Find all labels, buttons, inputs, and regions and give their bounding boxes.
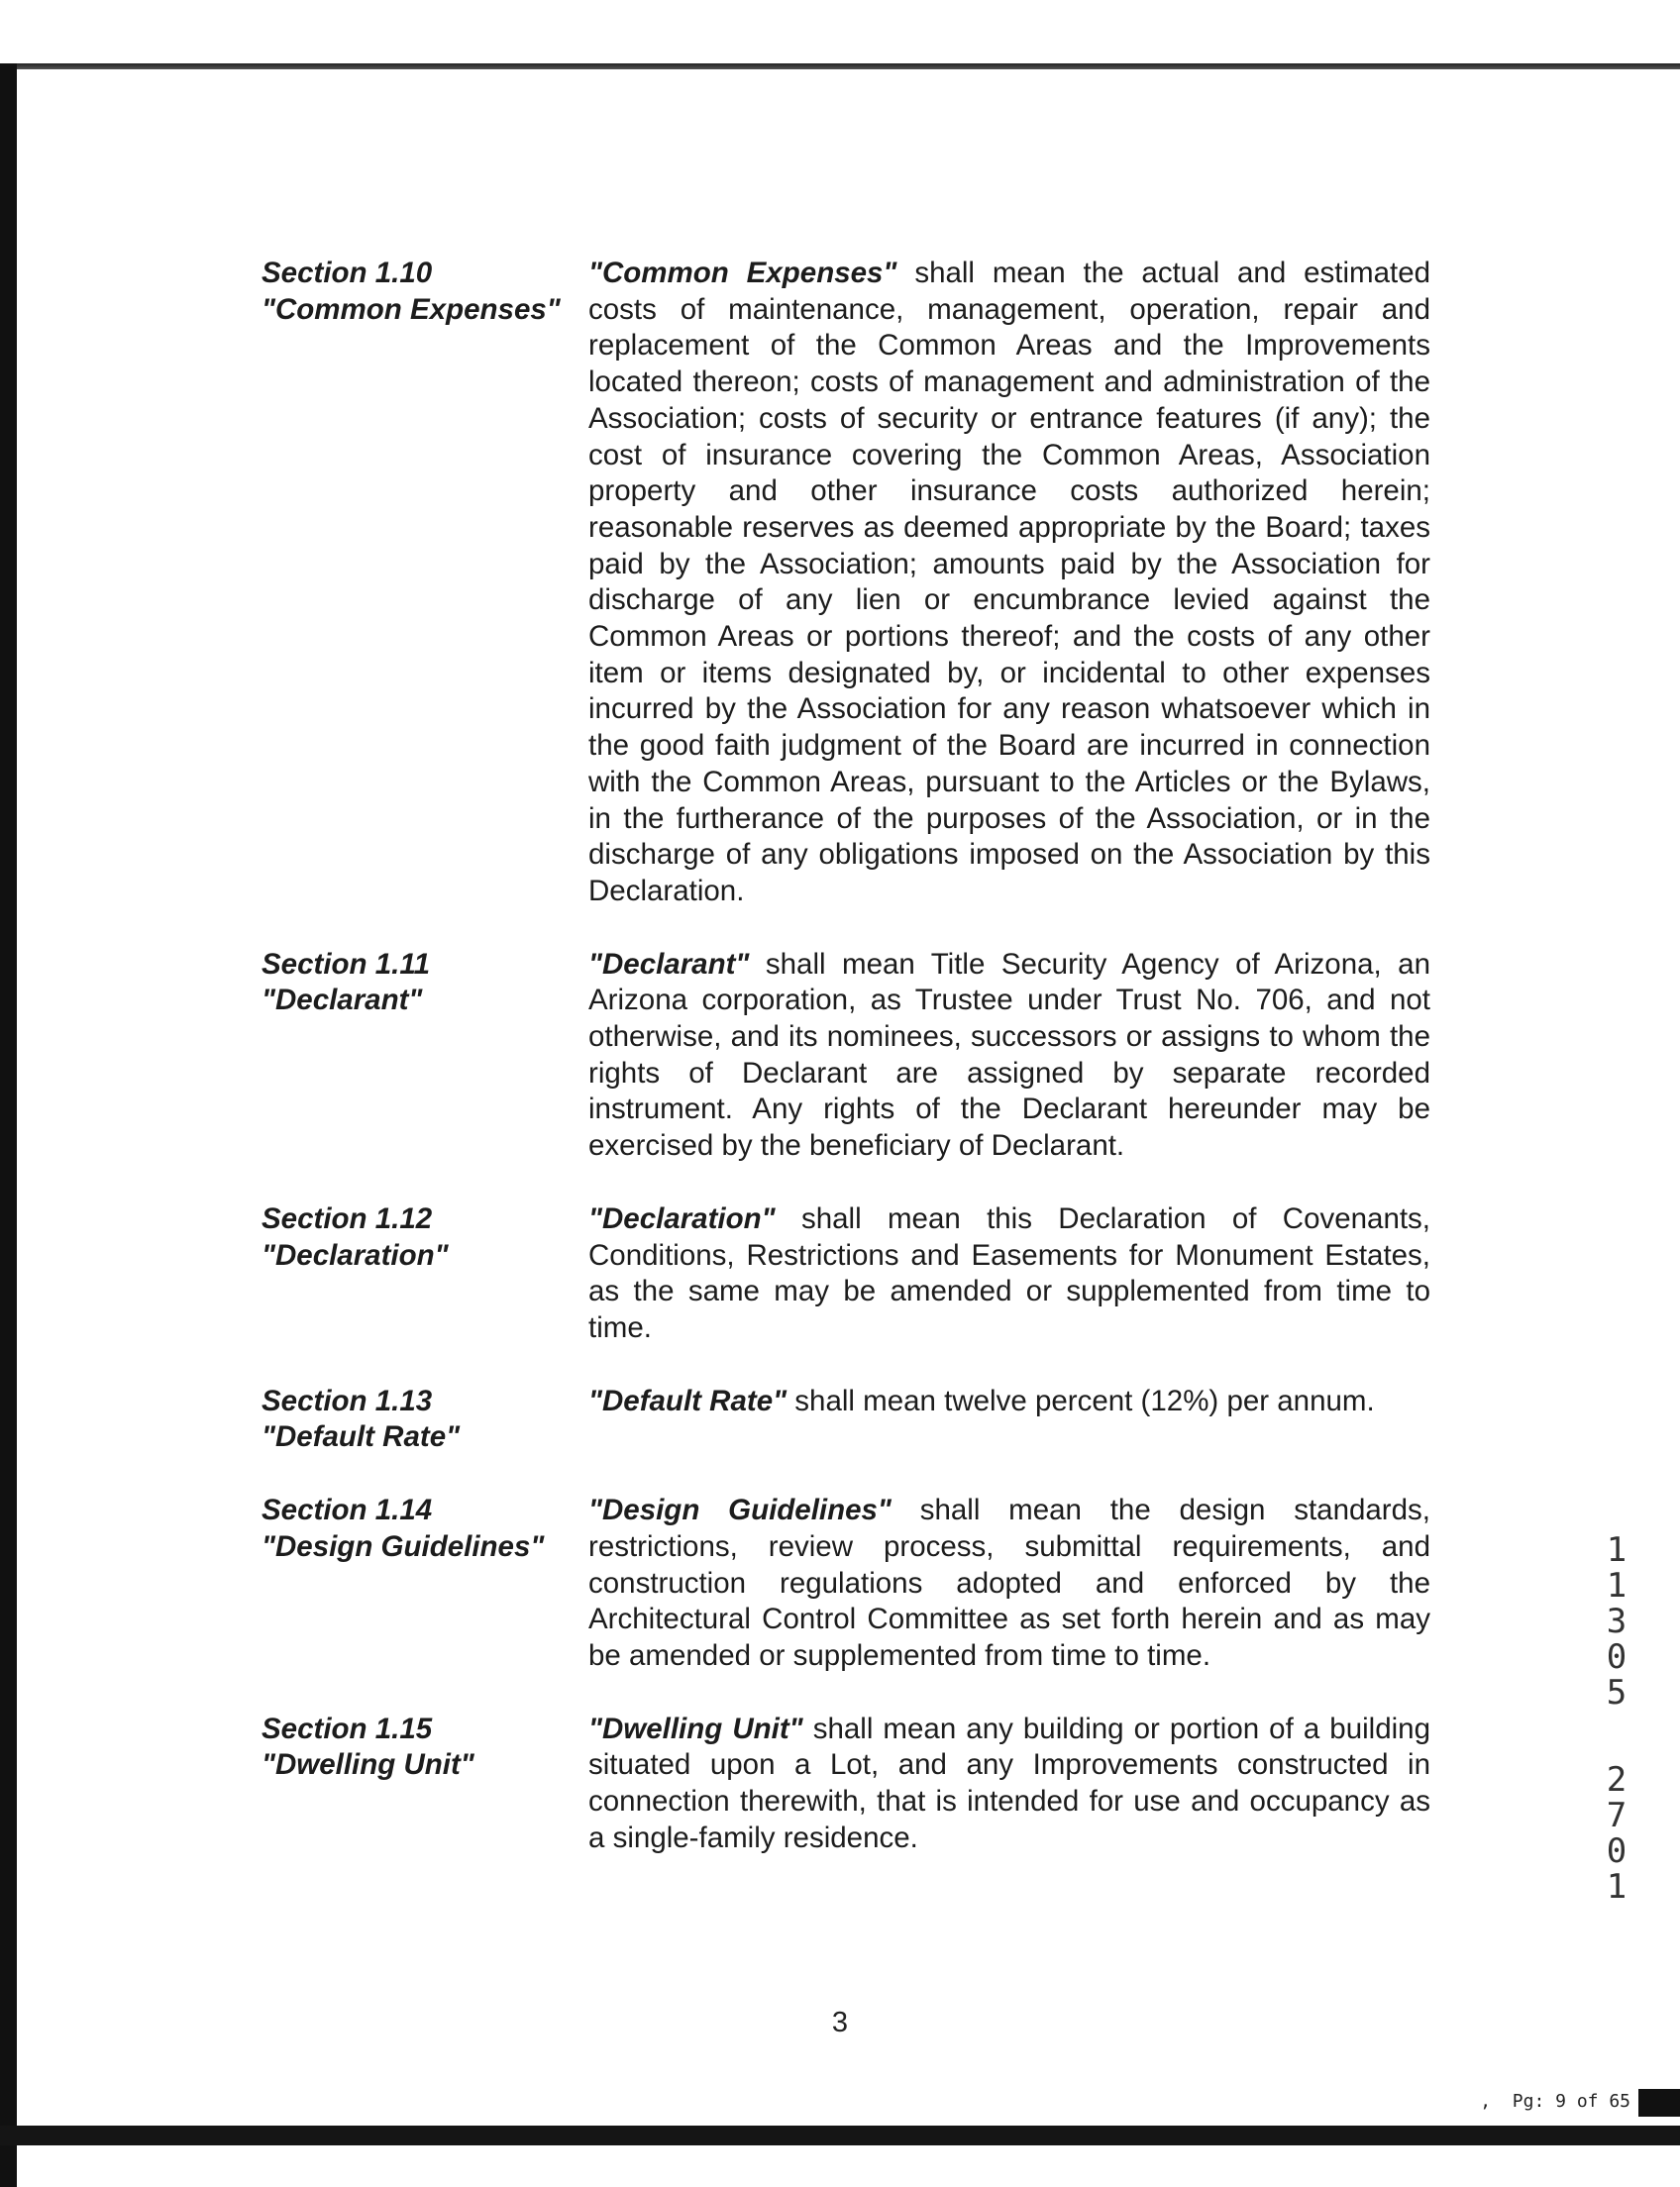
section-1-12 — [262, 1201, 1430, 1347]
section-title: "Declaration" — [262, 1238, 449, 1272]
section-label — [262, 1493, 588, 1675]
defined-term: "Default Rate" — [588, 1384, 788, 1417]
section-body — [588, 1384, 1430, 1456]
section-label — [262, 1384, 588, 1456]
section-title: "Common Expenses" — [262, 292, 561, 326]
page-number: 3 — [831, 2007, 849, 2038]
margin-digit: 0 — [1606, 1637, 1628, 1677]
definition-text: shall mean the actual and estimated costs of maintenance, management, operation, repair and replacement of the Common Areas and the Improvements located thereon; costs of management and administration of the Association; costs of security or entrance features (if any); the cost of insurance covering the Common Areas, Association property and other insurance costs authorized herein; reasonable reserves as deemed appropriate by the Board; taxes paid by the Association; amounts paid by the Association for discharge of any lien or encumbrance levied against the Common Areas or portions thereof; and the costs of any other item or items designated by, or incidental to other expenses incurred by the Association for any reason whatsoever which in the good faith judgment of the Board are incurred in connection with the Common Areas, pursuant to the Articles or the Bylaws, in the furtherance of the purposes of the Association, or in the discharge of any obligations imposed on the Association by this Declaration. — [588, 257, 1431, 907]
section-title: "Dwelling Unit" — [262, 1748, 474, 1782]
margin-digit: 1 — [1606, 1867, 1628, 1907]
section-1-11 — [262, 947, 1430, 1165]
left-scan-border — [0, 63, 17, 2187]
margin-digit: 0 — [1606, 1831, 1628, 1871]
section-number: Section 1.13 — [262, 1384, 433, 1417]
margin-digit: 1 — [1606, 1530, 1628, 1570]
section-1-13 — [262, 1384, 1430, 1456]
section-number: Section 1.15 — [262, 1712, 433, 1745]
section-body — [588, 1201, 1430, 1347]
stamp-scan-block — [1638, 2089, 1680, 2117]
section-label — [262, 947, 588, 1165]
margin-digit: 7 — [1606, 1796, 1628, 1835]
section-number: Section 1.11 — [262, 947, 430, 981]
definition-text: shall mean any building or portion of a building situated upon a Lot, and any Improvements constructed in connection therewith, that is intended for use and occupancy as a single-family residence. — [588, 1712, 1430, 1854]
definition-text: shall mean twelve percent (12%) per annum. — [787, 1384, 1375, 1417]
definition-text: shall mean the design standards, restrictions, review process, submittal requirements, and construction regulations adopted and enforced by the Architectural Control Committee as set forth herein and as may be amended or supplemented from time to time. — [588, 1494, 1430, 1672]
section-body — [588, 1493, 1430, 1675]
defined-term: "Common Expenses" — [588, 257, 897, 289]
section-title: "Default Rate" — [262, 1420, 461, 1454]
section-number: Section 1.10 — [262, 257, 433, 289]
margin-digit: 1 — [1606, 1566, 1628, 1606]
definitions-list — [262, 256, 1430, 1893]
section-title: "Design Guidelines" — [262, 1529, 545, 1563]
defined-term: "Design Guidelines" — [588, 1494, 892, 1527]
definition-text: shall mean Title Security Agency of Arizona, an Arizona corporation, as Trustee under Trust No. 706, and not otherwise, and its nominees, successors or assigns to whom the rights of Declarant are assigned by separate recorded instrument. Any rights of the Declarant hereunder may be exercised by the beneficiary of Declarant. — [588, 947, 1430, 1163]
defined-term: "Declarant" — [588, 947, 750, 981]
top-scan-rule — [0, 63, 1680, 69]
section-number: Section 1.12 — [262, 1201, 433, 1235]
margin-gap — [1599, 1711, 1634, 1762]
section-body — [588, 947, 1430, 1165]
section-label — [262, 1201, 588, 1347]
section-number: Section 1.14 — [262, 1494, 433, 1527]
section-1-10 — [262, 256, 1430, 910]
section-label — [262, 1712, 588, 1857]
margin-digit: 2 — [1606, 1760, 1628, 1800]
section-1-15 — [262, 1712, 1430, 1857]
section-label — [262, 256, 588, 910]
footer-page-stamp: , Pg: 9 of 65 — [1476, 2091, 1634, 2112]
section-title: "Declarant" — [262, 984, 423, 1017]
bottom-scan-border — [0, 2126, 1680, 2145]
definition-text: shall mean this Declaration of Covenants, Conditions, Restrictions and Easements for Monument Estates, as the same may be amended or supplemented from time to time. — [588, 1201, 1430, 1344]
section-body — [588, 256, 1430, 910]
margin-recording-number — [1599, 1532, 1634, 1905]
defined-term: "Dwelling Unit" — [588, 1712, 803, 1745]
section-1-14 — [262, 1493, 1430, 1675]
margin-digit: 5 — [1606, 1673, 1628, 1713]
margin-digit: 3 — [1606, 1602, 1628, 1641]
defined-term: "Declaration" — [588, 1201, 776, 1235]
section-body — [588, 1712, 1430, 1857]
